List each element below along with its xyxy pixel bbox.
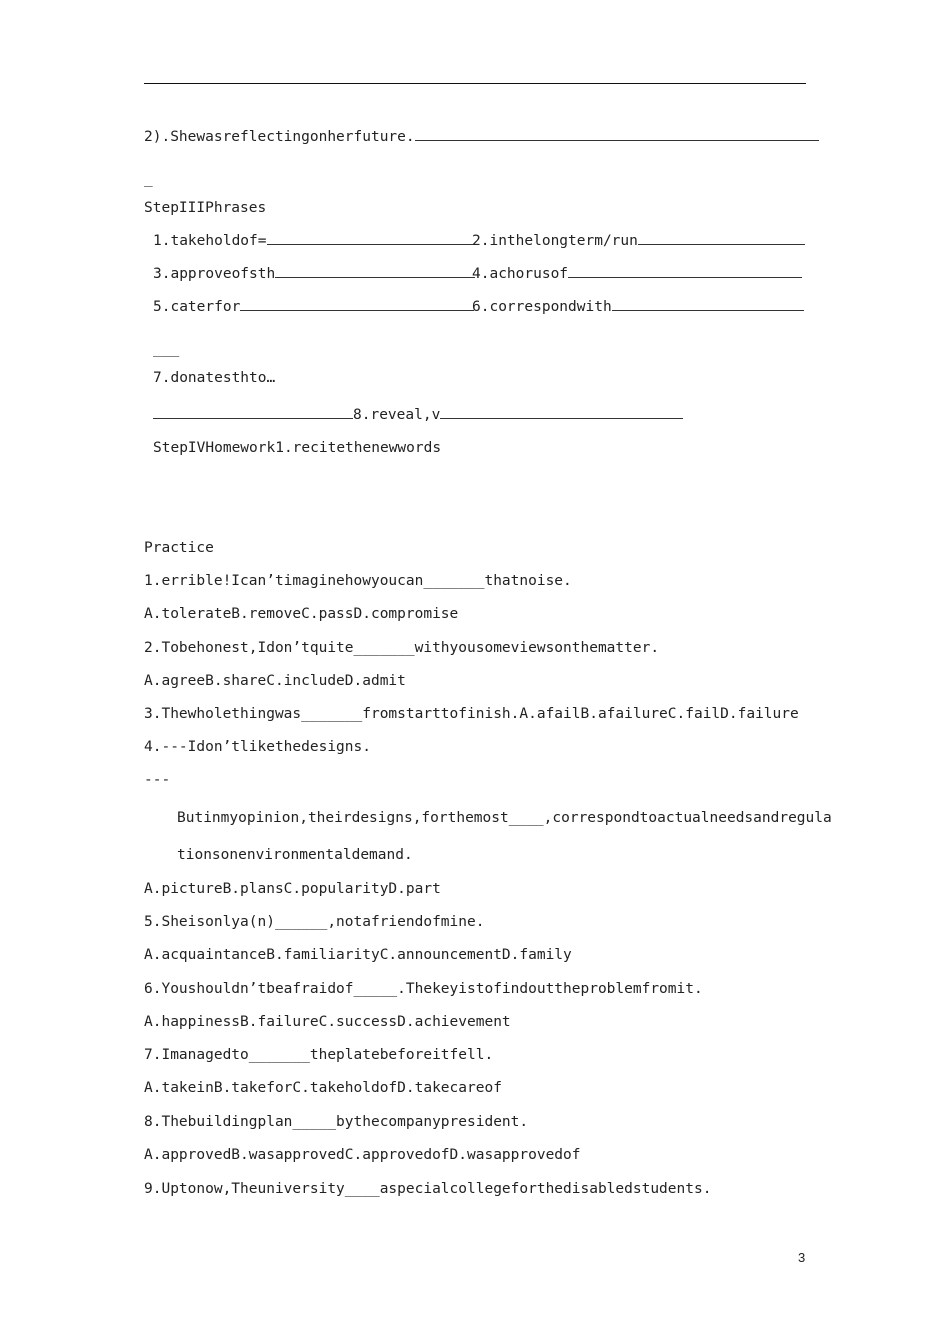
phrase-5-blank[interactable] xyxy=(240,298,474,311)
question-3: 3.Thewholethingwas_______fromstarttofinish.A.afailB.afailureC.failD.failure xyxy=(144,706,799,722)
page-number: 3 xyxy=(798,1250,806,1265)
phrases-heading: StepIIIPhrases xyxy=(144,200,267,216)
phrase-8: 8.reveal,v xyxy=(353,407,441,423)
question-8-options: A.approvedB.wasapprovedC.approvedofD.wasapprovedof xyxy=(144,1147,581,1163)
phrase-5: 5.caterfor xyxy=(153,298,474,316)
sentence-line xyxy=(144,128,819,146)
phrase-6-continuation: ___ xyxy=(153,341,180,357)
question-2-options: A.agreeB.shareC.includeD.admit xyxy=(144,673,406,689)
question-4-options: A.pictureB.plansC.popularityD.part xyxy=(144,881,441,897)
homework-line: StepIVHomework1.recitethenewwords xyxy=(153,440,442,456)
phrase-2-blank[interactable] xyxy=(638,232,805,245)
question-7-options: A.takeinB.takeforC.takeholdofD.takecareof xyxy=(144,1080,502,1096)
practice-heading: Practice xyxy=(144,540,214,556)
phrase-3-blank[interactable] xyxy=(275,265,475,278)
answer-blank[interactable] xyxy=(415,128,819,141)
question-9: 9.Uptonow,Theuniversity____aspecialcollegeforthedisabledstudents. xyxy=(144,1181,712,1197)
question-7: 7.Imanagedto_______theplatebeforeitfell. xyxy=(144,1047,494,1063)
phrase-7: 7.donatesthto… xyxy=(153,370,276,386)
phrase-3: 3.approveofsth xyxy=(153,265,475,283)
question-4-reply-line-1: Butinmyopinion,theirdesigns,forthemost____,correspondtoactualneedsandregula xyxy=(177,810,832,826)
question-1: 1.errible!Ican’timaginehowyoucan_______thatnoise. xyxy=(144,573,572,589)
header-rule xyxy=(144,83,806,84)
question-5-options: A.acquaintanceB.familiarityC.announcementD.family xyxy=(144,947,572,963)
phrase-6-blank[interactable] xyxy=(612,298,804,311)
question-8: 8.Thebuildingplan_____bythecompanypresident. xyxy=(144,1114,529,1130)
phrase-7-8-line xyxy=(153,406,683,424)
question-5: 5.Sheisonlya(n)______,notafriendofmine. xyxy=(144,914,485,930)
sentence-trailing-blank: _ xyxy=(144,171,153,187)
phrase-8-blank[interactable] xyxy=(440,406,683,419)
phrase-2: 2.inthelongterm/run xyxy=(472,232,805,250)
question-6: 6.Youshouldn’tbeafraidof_____.Thekeyistofindouttheproblemfromit. xyxy=(144,981,703,997)
question-6-options: A.happinessB.failureC.successD.achievement xyxy=(144,1014,511,1030)
question-4: 4.---Idon’tlikethedesigns. xyxy=(144,739,371,755)
phrase-7-blank[interactable] xyxy=(153,406,353,419)
sentence-text: 2).Shewasreflectingonherfuture. xyxy=(144,129,415,145)
question-4-dash: --- xyxy=(144,772,171,788)
phrase-4-blank[interactable] xyxy=(568,265,802,278)
question-4-reply-line-2: tionsonenvironmentaldemand. xyxy=(177,847,413,863)
question-2: 2.Tobehonest,Idon’tquite_______withyousomeviewsonthematter. xyxy=(144,640,660,656)
phrase-1-blank[interactable] xyxy=(267,232,476,245)
phrase-1: 1.takeholdof= xyxy=(153,232,476,250)
phrase-6: 6.correspondwith xyxy=(472,298,804,316)
phrase-4: 4.achorusof xyxy=(472,265,802,283)
question-1-options: A.tolerateB.removeC.passD.compromise xyxy=(144,606,459,622)
